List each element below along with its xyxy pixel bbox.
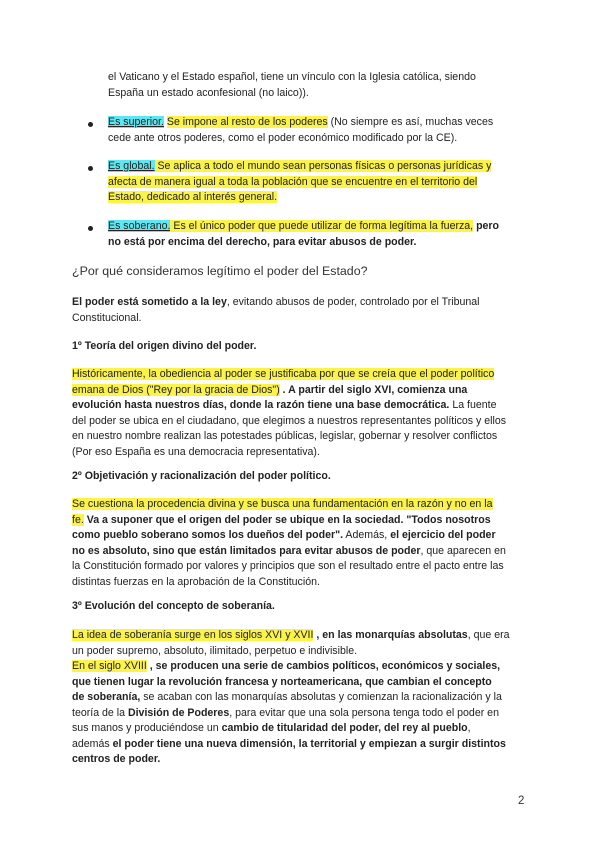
page-number: 2	[518, 795, 525, 807]
s3-line-2: un poder supremo, absoluto, ilimitado, perpetuo e indivisible.	[72, 644, 358, 657]
s3-bold-7: cambio de titularidad del poder, del rey al pueblo	[221, 722, 468, 734]
s3-bold-9: centros de poder.	[72, 753, 161, 765]
section-3-paragraph	[72, 628, 532, 768]
s2-line-5: la Constitución formado por valores y principios que son el resultado entre el pacto entre las	[72, 560, 504, 572]
bullet-dot-1	[88, 122, 93, 127]
legitimacy-paragraph	[72, 295, 532, 326]
s3-bold-6: División de Poderes	[127, 706, 230, 719]
s1-line-4: del poder se ubica en el ciudadano, que elegimos a nuestros representantes políticos y ellos	[72, 414, 507, 427]
section-3-heading	[72, 599, 532, 615]
s3-line-6a: teoría de la	[72, 706, 128, 719]
s1-highlight-1: Históricamente, la obediencia al poder se justificaba por que se creía que el poder político	[72, 368, 495, 380]
bullet-soberano	[108, 219, 518, 250]
s3-highlight-1: La idea de soberanía surge en los siglos XVI y XVII	[72, 629, 314, 641]
term-global: Es global.	[108, 160, 155, 172]
legit-rest: , evitando abusos de poder, controlado por el Tribunal	[226, 296, 480, 308]
section-2-paragraph	[72, 497, 532, 590]
section-question-title	[72, 264, 532, 280]
legit-line-2: Constitucional.	[72, 311, 142, 324]
bullet-dot-2	[88, 166, 93, 171]
s3-bold-8: el poder tiene una nueva dimensión, la territorial y empiezan a surgir distintos	[112, 737, 506, 750]
s3-highlight-3: En el siglo XVIII	[72, 660, 147, 672]
text-superior-1: (No siempre es así, muchas veces	[327, 116, 494, 128]
s1-heading-text: 1º Teoría del origen divino del poder.	[72, 340, 257, 352]
s3-rest-6: , para evitar que una sola persona tenga todo el poder en	[229, 706, 499, 719]
s3-rest-5: se acaban con las monarquías absolutas y comienzan la racionalización y la	[140, 691, 502, 703]
highlight-soberano: Es el único poder que puede utilizar de forma legítima la fuerza,	[170, 220, 474, 232]
bullet-superior	[108, 115, 518, 146]
section-1-paragraph	[72, 367, 532, 460]
section-2-heading	[72, 469, 532, 485]
s3-rest-1: , que era	[467, 629, 510, 641]
term-superior: Es superior.	[108, 116, 164, 128]
section-1-heading	[72, 339, 532, 355]
highlight-global-2: afecta de manera igual a toda la población que se encuentre en el territorio del	[108, 175, 478, 188]
bold-soberano-1: pero	[473, 220, 500, 232]
text-superior-2: cede ante otros poderes, como el poder económico modificado por la CE).	[108, 131, 458, 144]
s2-rest-3: Además,	[343, 529, 391, 541]
s2-line-6: distintas fuerzas en la aprobación de la Constitución.	[72, 575, 320, 588]
s2-highlight-2: fe.	[72, 513, 84, 526]
s3-line-7a: sus manos y produciéndose un	[72, 722, 222, 734]
s1-line-5: en nuestro nombre realizan las potestades públicas, legislar, gobernar y resolver conflictos	[72, 430, 498, 442]
s3-heading-text: 3º Evolución del concepto de soberanía.	[72, 600, 275, 612]
s2-heading-text: 2º Objetivación y racionalización del poder político.	[72, 470, 331, 482]
bullet-global	[108, 159, 518, 206]
highlight-global-1: Se aplica a todo el mundo sean personas físicas o personas jurídicas y	[154, 160, 492, 172]
intro-line-2: España un estado aconfesional (no laico)).	[108, 86, 309, 99]
s3-bold-5: de soberanía,	[72, 691, 141, 703]
s3-rest-7: ,	[467, 722, 471, 734]
legit-bold: El poder está sometido a la ley	[72, 296, 227, 308]
s3-bold-3: , se producen una serie de cambios políticos, económicos y sociales,	[146, 660, 501, 672]
s2-bold-4: no es absoluto, sino que están limitados para evitar abusos de poder	[72, 544, 421, 557]
s3-bold-1: , en las monarquías absolutas	[313, 629, 468, 641]
question-text: ¿Por qué consideramos legítimo el poder del Estado?	[72, 264, 368, 278]
s3-bold-4: que tienen lugar la revolución francesa y norteamericana, que cambian el concepto	[72, 675, 492, 688]
s1-line-6: (Por eso España es una democracia representativa).	[72, 445, 320, 458]
highlight-superior: Se impone al resto de los poderes	[166, 116, 328, 128]
s2-bold-2: Va a suponer que el origen del poder se ubique en la sociedad. "Todos nosotros	[83, 513, 491, 526]
s3-line-8a: además	[72, 737, 113, 750]
intro-line-1: el Vaticano y el Estado español, tiene un vínculo con la Iglesia católica, siendo	[108, 71, 476, 83]
s2-highlight-1: Se cuestiona la procedencia divina y se busca una fundamentación en la razón y no en la	[72, 498, 493, 510]
intro-paragraph	[108, 70, 518, 101]
s1-bold-2: . A partir del siglo XVI, comienza una	[279, 383, 468, 396]
s1-bold-3: evolución hasta nuestros días, donde la razón tiene una base democrática.	[72, 399, 450, 411]
highlight-global-3: Estado, dedicado al interés general.	[108, 191, 278, 203]
s2-rest-4: , que aparecen en	[420, 544, 506, 557]
s1-rest-3: La fuente	[449, 399, 497, 411]
bullet-dot-3	[88, 226, 93, 231]
s1-highlight-2: emana de Dios ("Rey por la gracia de Dios")	[72, 383, 280, 396]
term-soberano: Es soberano.	[108, 220, 171, 232]
bold-soberano-2: no está por encima del derecho, para evitar abusos de poder.	[108, 235, 417, 248]
s2-bold-3b: el ejercicio del poder	[390, 529, 496, 541]
s2-bold-3: como pueblo soberano somos los dueños del poder".	[72, 529, 344, 541]
